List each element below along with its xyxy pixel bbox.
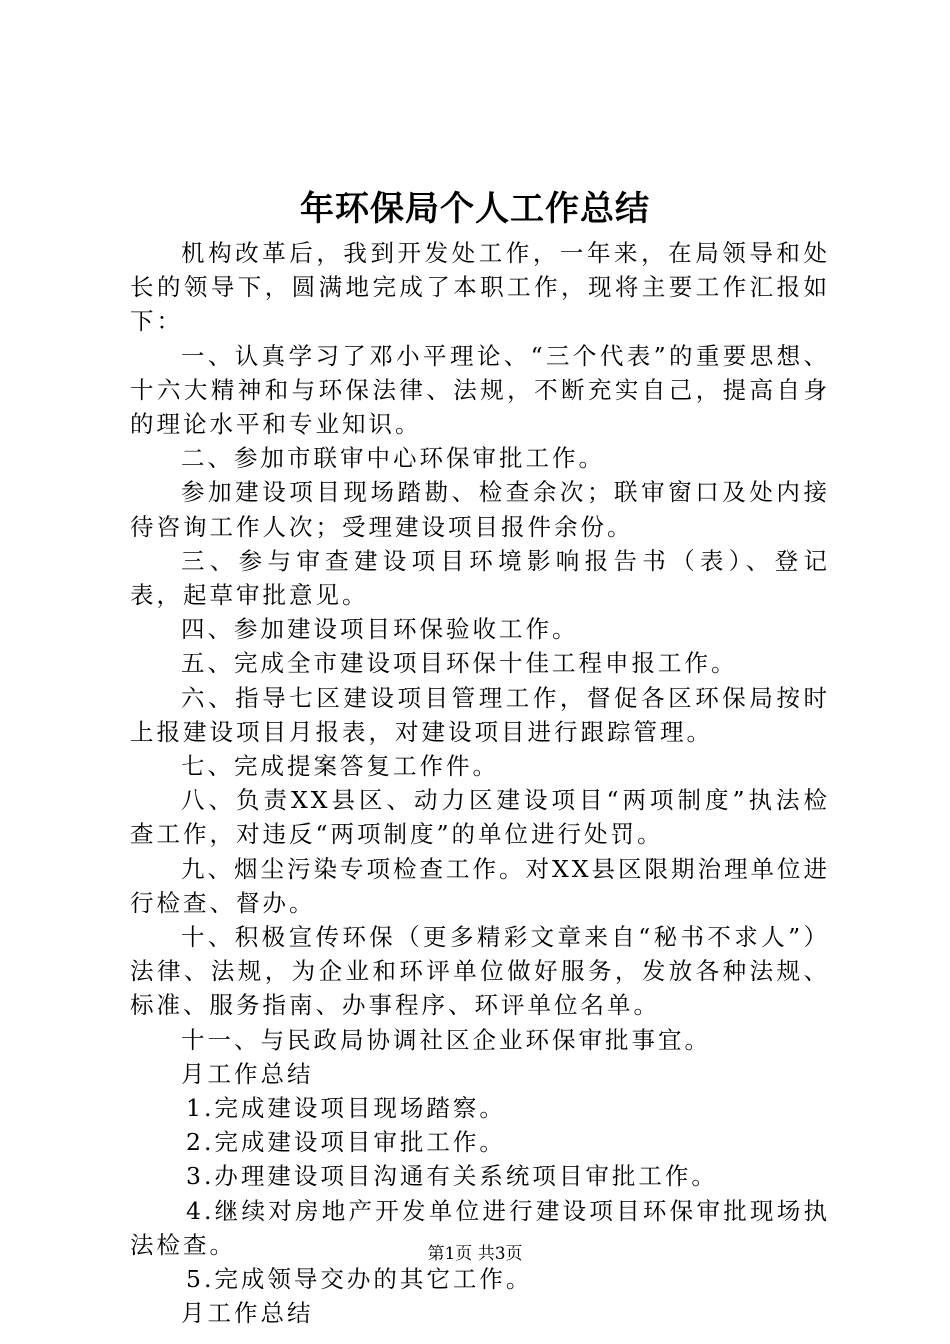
list-item-2: 2.完成建设项目审批工作。 xyxy=(186,1128,506,1157)
paragraph-item-2-detail: 参加建设项目现场踏勘、检查余次；联审窗口及处内接待咨询工作人次；受理建设项目报件余份。 xyxy=(130,478,830,541)
paragraph-item-6: 六、指导七区建设项目管理工作，督促各区环保局按时上报建设项目月报表，对建设项目进行跟踪管理。 xyxy=(130,683,830,746)
page-footer: 第1页 共3页 xyxy=(427,1244,523,1264)
paragraph-item-7: 七、完成提案答复工作件。 xyxy=(181,752,499,781)
paragraph-item-9: 九、烟尘污染专项检查工作。对XX县区限期治理单位进行检查、督办。 xyxy=(130,854,830,917)
paragraph-monthly-heading-2: 月工作总结 xyxy=(181,1299,314,1328)
paragraph-item-5: 五、完成全市建设项目环保十佳工程申报工作。 xyxy=(181,649,738,678)
paragraph-item-3: 三、参与审查建设项目环境影响报告书（表）、登记表，起草审批意见。 xyxy=(130,546,830,610)
paragraph-item-2: 二、参加市联审中心环保审批工作。 xyxy=(181,444,605,473)
paragraph-monthly-heading: 月工作总结 xyxy=(181,1059,314,1088)
list-item-5: 5.完成领导交办的其它工作。 xyxy=(186,1265,533,1294)
paragraph-item-8: 八、负责XX县区、动力区建设项目“两项制度”执法检查工作，对违反“两项制度”的单位进行处罚。 xyxy=(130,786,830,849)
document-title: 年环保局个人工作总结 xyxy=(300,189,650,229)
list-item-3: 3.办理建设项目沟通有关系统项目审批工作。 xyxy=(186,1162,718,1191)
list-item-4: 4.继续对房地产开发单位进行建设项目环保审批现场执法检查。 xyxy=(130,1196,830,1259)
document-body xyxy=(130,236,830,1331)
paragraph-item-10: 十、积极宣传环保（更多精彩文章来自“秘书不求人”）法律、法规，为企业和环评单位做好服务，发放各种法规、标准、服务指南、办事程序、环评单位名单。 xyxy=(130,923,830,1020)
paragraph-intro: 机构改革后，我到开发处工作，一年来，在局领导和处长的领导下，圆满地完成了本职工作，现将主要工作汇报如下： xyxy=(130,239,830,336)
paragraph-item-11: 十一、与民政局协调社区企业环保审批事宜。 xyxy=(181,1025,711,1054)
paragraph-item-4: 四、参加建设项目环保验收工作。 xyxy=(181,615,579,644)
paragraph-item-1: 一、认真学习了邓小平理论、“三个代表”的重要思想、十六大精神和与环保法律、法规，不断充实自己，提高自身的理论水平和专业知识。 xyxy=(130,341,830,439)
list-item-1: 1.完成建设项目现场踏察。 xyxy=(186,1094,506,1123)
